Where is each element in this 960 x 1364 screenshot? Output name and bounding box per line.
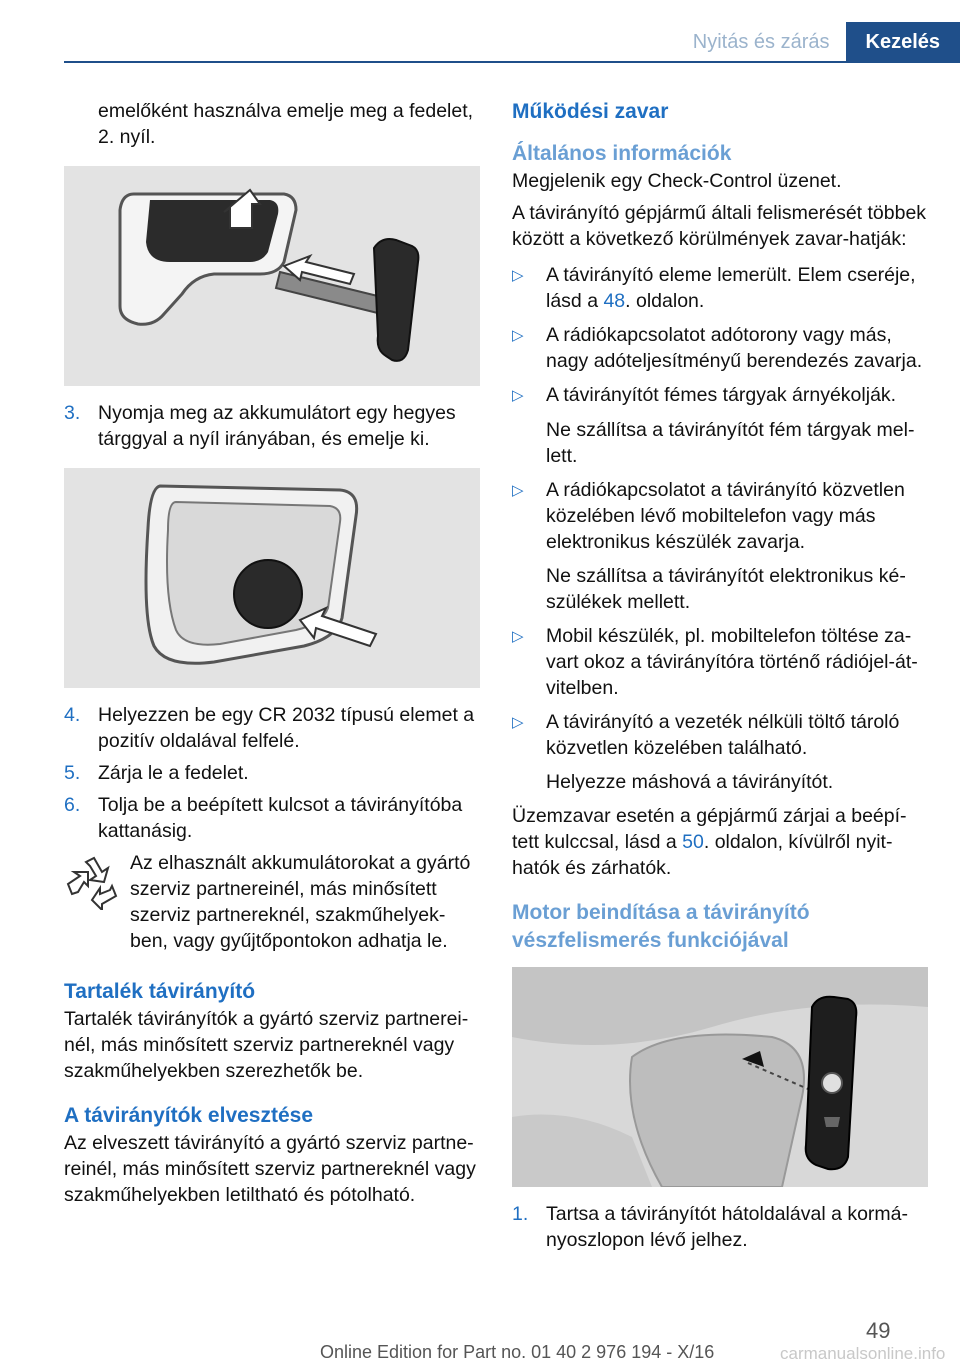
recycle-icon: [64, 854, 122, 910]
tab-active[interactable]: Kezelés: [846, 22, 960, 62]
bullet-text: A távirányító eleme lemerült. Elem cseréje, lásd a: [546, 264, 916, 312]
step-4: [64, 702, 482, 754]
bullet-text: A távirányítót fémes tárgyak árnyékolják.: [546, 382, 930, 409]
left-column: [64, 98, 482, 1208]
bullet-marker: ▷: [512, 262, 546, 314]
page-number: 49: [866, 1318, 890, 1344]
spare-text: Tartalék távirányítók a gyártó szerviz partnerei-nél, más minősített szerviz partnereknél vagy szakműhelyekben szerezhetők be.: [64, 1006, 482, 1084]
bullet-sub-text: Helyezze máshová a távirányítót.: [512, 769, 930, 795]
battery-illustration: [64, 468, 480, 688]
bullet-marker: ▷: [512, 623, 546, 701]
step-4-number: 4.: [64, 702, 98, 754]
bullet-phone-nearby: [512, 477, 930, 555]
bullet-marker: ▷: [512, 709, 546, 761]
lost-text: Az elveszett távirányító a gyártó szerviz partne-reinél, más minősített szerviz partnereknél vagy szakműhelyekben letiltható és pótolható.: [64, 1130, 482, 1208]
steering-column-illustration: [512, 967, 928, 1187]
bullet-text: Mobil készülék, pl. mobiltelefon töltése za-vart okoz a távirányítóra történő rádiójel-át-vitelben.: [546, 623, 930, 701]
bullet-sub-text: Ne szállítsa a távirányítót elektronikus ké-szülékek mellett.: [512, 563, 930, 615]
spare-heading: Tartalék távirányító: [64, 978, 482, 1006]
step-1-number: 1.: [512, 1201, 546, 1253]
step-5-number: 5.: [64, 760, 98, 786]
fault-text: [512, 803, 930, 881]
step-3-number: 3.: [64, 400, 98, 452]
bullet-marker: ▷: [512, 382, 546, 409]
recycle-note: [64, 850, 482, 954]
step-3-text: Nyomja meg az akkumulátort egy hegyes tárggyal a nyíl irányában, és emelje ki.: [98, 400, 482, 452]
intro-text: emelőként használva emelje meg a fedelet, 2. nyíl.: [64, 98, 482, 150]
step-1: [512, 1201, 930, 1253]
general-heading: Általános információk: [512, 140, 930, 168]
tab-section[interactable]: Nyitás és zárás: [677, 22, 846, 62]
bullet-charging: [512, 623, 930, 701]
right-column: [512, 98, 930, 1259]
bullet-metal: [512, 382, 930, 409]
footer-edition: Online Edition for Part no. 01 40 2 976 194 - X/16: [320, 1342, 714, 1363]
header-rule: [64, 61, 960, 63]
fault-text-post: . oldalon, kívülről nyit-hatók és zárhatók.: [512, 831, 892, 879]
bullet-wireless-charger: [512, 709, 930, 761]
step-5: [64, 760, 482, 786]
cc-text: Megjelenik egy Check-Control üzenet.: [512, 168, 930, 194]
malfunction-heading: Működési zavar: [512, 98, 930, 126]
header-tabs: [677, 22, 960, 62]
step-6: [64, 792, 482, 844]
page-link-50[interactable]: 50: [682, 831, 704, 853]
lost-heading: A távirányítók elvesztése: [64, 1102, 482, 1130]
bullet-text: A rádiókapcsolatot a távirányító közvetlen közelében lévő mobiltelefon vagy más elektronikus készülék zavarja.: [546, 477, 930, 555]
step-5-text: Zárja le a fedelet.: [98, 760, 482, 786]
watermark: carmanualsonline.info: [780, 1344, 945, 1364]
step-6-text: Tolja be a beépített kulcsot a távirányítóba kattanásig.: [98, 792, 482, 844]
recycle-text: Az elhasznált akkumulátorokat a gyártó szerviz partnereinél, más minősített szerviz partnereknél, szakműhelyek-ben, vagy gyűjtőpontokon adhatja le.: [130, 850, 482, 954]
step-1-text: Tartsa a távirányítót hátoldalával a kormá-nyoszlopon lévő jelhez.: [546, 1201, 930, 1253]
bullet-sub-text: Ne szállítsa a távirányítót fém tárgyak mel-lett.: [512, 417, 930, 469]
detect-text: A távirányító gépjármű általi felismerését többek között a következő körülmények zavar-hatják:: [512, 200, 930, 252]
bullet-text: A távirányító a vezeték nélküli töltő tároló közvetlen közelében található.: [546, 709, 930, 761]
fault-text-pre: Üzemzavar esetén a gépjármű zárjai a beépí-tett kulccsal, lásd a: [512, 805, 907, 853]
step-4-text: Helyezzen be egy CR 2032 típusú elemet a pozitív oldalával felfelé.: [98, 702, 482, 754]
bullet-marker: ▷: [512, 322, 546, 374]
bullet-marker: ▷: [512, 477, 546, 555]
step-3: [64, 400, 482, 452]
bullet-text: A rádiókapcsolatot adótorony vagy más, nagy adóteljesítményű berendezés zavarja.: [546, 322, 930, 374]
bullet-text: . oldalon.: [625, 290, 704, 312]
bullet-battery: [512, 262, 930, 314]
step-6-number: 6.: [64, 792, 98, 844]
key-cover-illustration: [64, 166, 480, 386]
page-link-48[interactable]: 48: [603, 290, 625, 312]
engine-heading: Motor beindítása a távirányító vészfelismerés funkciójával: [512, 899, 930, 955]
bullet-radio-tower: [512, 322, 930, 374]
